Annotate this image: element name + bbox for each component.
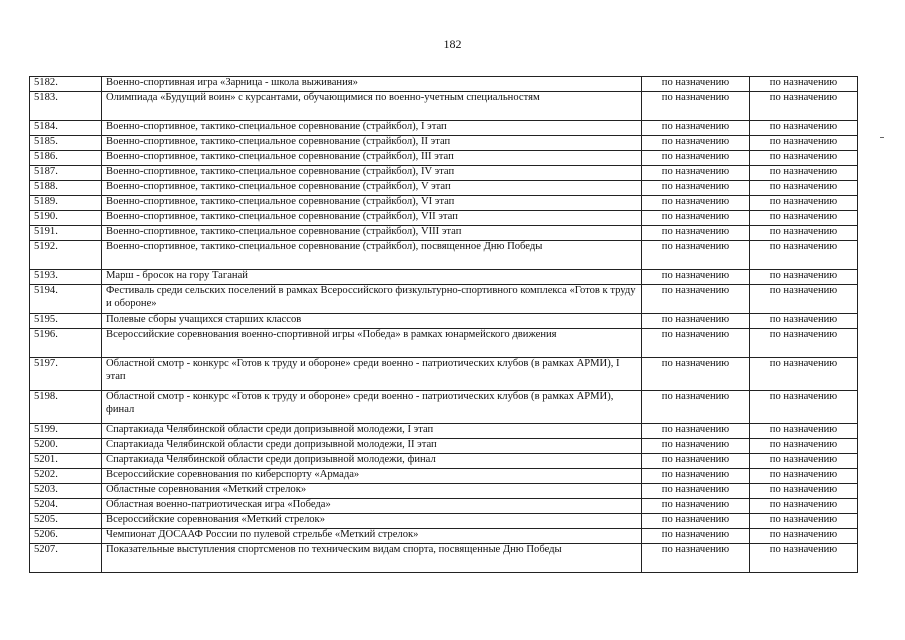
event-location: по назначению (750, 136, 858, 151)
events-table-body (30, 77, 858, 573)
row-number: 5194. (30, 285, 102, 314)
event-location: по назначению (750, 424, 858, 439)
event-name: Спартакиада Челябинской области среди допризывной молодежи, II этап (102, 439, 642, 454)
event-dates: по назначению (642, 181, 750, 196)
event-location: по назначению (750, 529, 858, 544)
table-row (30, 454, 858, 469)
event-name: Спартакиада Челябинской области среди допризывной молодежи, I этап (102, 424, 642, 439)
event-location: по назначению (750, 196, 858, 211)
event-dates: по назначению (642, 241, 750, 270)
row-number: 5206. (30, 529, 102, 544)
event-name: Марш - бросок на гору Таганай (102, 270, 642, 285)
event-name: Областной смотр - конкурс «Готов к труду и обороне» среди военно - патриотических клубов (в рамках АРМИ), финал (102, 391, 642, 424)
event-name: Военно-спортивное, тактико-специальное соревнование (страйкбол), III этап (102, 151, 642, 166)
row-number: 5192. (30, 241, 102, 270)
event-dates: по назначению (642, 469, 750, 484)
event-location: по назначению (750, 92, 858, 121)
row-number: 5203. (30, 484, 102, 499)
event-name: Военно-спортивное, тактико-специальное соревнование (страйкбол), VIII этап (102, 226, 642, 241)
event-location: по назначению (750, 226, 858, 241)
event-dates: по назначению (642, 314, 750, 329)
event-name: Военно-спортивное, тактико-специальное соревнование (страйкбол), VII этап (102, 211, 642, 226)
event-location: по назначению (750, 499, 858, 514)
table-row (30, 166, 858, 181)
row-number: 5184. (30, 121, 102, 136)
event-dates: по назначению (642, 529, 750, 544)
event-dates: по назначению (642, 211, 750, 226)
row-number: 5200. (30, 439, 102, 454)
row-number: 5195. (30, 314, 102, 329)
row-number: 5202. (30, 469, 102, 484)
event-name: Полевые сборы учащихся старших классов (102, 314, 642, 329)
event-name: Военно-спортивная игра «Зарница - школа выживания» (102, 77, 642, 92)
event-dates: по назначению (642, 92, 750, 121)
event-name: Всероссийские соревнования военно-спортивной игры «Победа» в рамках юнармейского движения (102, 329, 642, 358)
event-dates: по назначению (642, 484, 750, 499)
row-number: 5197. (30, 358, 102, 391)
table-row (30, 241, 858, 270)
table-row (30, 529, 858, 544)
row-number: 5186. (30, 151, 102, 166)
event-location: по назначению (750, 77, 858, 92)
event-name: Военно-спортивное, тактико-специальное соревнование (страйкбол), IV этап (102, 166, 642, 181)
event-location: по назначению (750, 270, 858, 285)
event-dates: по назначению (642, 499, 750, 514)
table-row (30, 391, 858, 424)
table-row (30, 469, 858, 484)
table-row (30, 424, 858, 439)
event-name: Показательные выступления спортсменов по техническим видам спорта, посвященные Дню Победы (102, 544, 642, 573)
event-location: по назначению (750, 314, 858, 329)
event-name: Военно-спортивное, тактико-специальное соревнование (страйкбол), VI этап (102, 196, 642, 211)
event-name: Фестиваль среди сельских поселений в рамках Всероссийского физкультурно-спортивного комплекса «Готов к труду и обороне» (102, 285, 642, 314)
event-location: по назначению (750, 151, 858, 166)
event-dates: по назначению (642, 196, 750, 211)
event-dates: по назначению (642, 121, 750, 136)
event-name: Областная военно-патриотическая игра «Победа» (102, 499, 642, 514)
event-name: Чемпионат ДОСААФ России по пулевой стрельбе «Меткий стрелок» (102, 529, 642, 544)
table-row (30, 544, 858, 573)
event-name: Всероссийские соревнования по киберспорту «Армада» (102, 469, 642, 484)
event-dates: по назначению (642, 544, 750, 573)
event-location: по назначению (750, 358, 858, 391)
event-location: по назначению (750, 439, 858, 454)
margin-mark (880, 137, 884, 138)
event-location: по назначению (750, 329, 858, 358)
event-dates: по назначению (642, 77, 750, 92)
table-row (30, 314, 858, 329)
event-dates: по назначению (642, 136, 750, 151)
event-name: Военно-спортивное, тактико-специальное соревнование (страйкбол), посвященное Дню Победы (102, 241, 642, 270)
event-dates: по назначению (642, 424, 750, 439)
event-name: Спартакиада Челябинской области среди допризывной молодежи, финал (102, 454, 642, 469)
row-number: 5205. (30, 514, 102, 529)
event-location: по назначению (750, 181, 858, 196)
event-dates: по назначению (642, 166, 750, 181)
row-number: 5193. (30, 270, 102, 285)
row-number: 5201. (30, 454, 102, 469)
event-name: Областной смотр - конкурс «Готов к труду и обороне» среди военно - патриотических клубов (в рамках АРМИ), I этап (102, 358, 642, 391)
table-row (30, 329, 858, 358)
event-location: по назначению (750, 121, 858, 136)
table-row (30, 514, 858, 529)
event-dates: по назначению (642, 358, 750, 391)
event-location: по назначению (750, 241, 858, 270)
event-dates: по назначению (642, 151, 750, 166)
row-number: 5189. (30, 196, 102, 211)
table-row (30, 358, 858, 391)
event-dates: по назначению (642, 226, 750, 241)
table-row (30, 484, 858, 499)
event-location: по назначению (750, 544, 858, 573)
row-number: 5185. (30, 136, 102, 151)
event-dates: по назначению (642, 391, 750, 424)
row-number: 5199. (30, 424, 102, 439)
event-location: по назначению (750, 211, 858, 226)
table-row (30, 151, 858, 166)
table-row (30, 439, 858, 454)
event-location: по назначению (750, 166, 858, 181)
event-location: по назначению (750, 484, 858, 499)
event-location: по назначению (750, 454, 858, 469)
table-row (30, 92, 858, 121)
row-number: 5198. (30, 391, 102, 424)
events-table (29, 76, 858, 573)
event-name: Военно-спортивное, тактико-специальное соревнование (страйкбол), II этап (102, 136, 642, 151)
event-name: Олимпиада «Будущий воин» с курсантами, обучающимися по военно-учетным специальностям (102, 92, 642, 121)
event-location: по назначению (750, 514, 858, 529)
row-number: 5207. (30, 544, 102, 573)
page-number: 182 (443, 37, 462, 51)
table-row (30, 226, 858, 241)
event-dates: по назначению (642, 439, 750, 454)
event-location: по назначению (750, 285, 858, 314)
event-dates: по назначению (642, 285, 750, 314)
event-name: Военно-спортивное, тактико-специальное соревнование (страйкбол), I этап (102, 121, 642, 136)
table-row (30, 196, 858, 211)
row-number: 5183. (30, 92, 102, 121)
table-row (30, 285, 858, 314)
row-number: 5188. (30, 181, 102, 196)
table-row (30, 77, 858, 92)
table-row (30, 136, 858, 151)
event-dates: по назначению (642, 514, 750, 529)
table-row (30, 181, 858, 196)
event-location: по назначению (750, 391, 858, 424)
table-row (30, 499, 858, 514)
event-dates: по назначению (642, 454, 750, 469)
table-row (30, 270, 858, 285)
event-name: Областные соревнования «Меткий стрелок» (102, 484, 642, 499)
row-number: 5187. (30, 166, 102, 181)
row-number: 5204. (30, 499, 102, 514)
table-row (30, 211, 858, 226)
event-dates: по назначению (642, 329, 750, 358)
table-row (30, 121, 858, 136)
event-name: Всероссийские соревнования «Меткий стрелок» (102, 514, 642, 529)
event-dates: по назначению (642, 270, 750, 285)
row-number: 5191. (30, 226, 102, 241)
row-number: 5190. (30, 211, 102, 226)
row-number: 5196. (30, 329, 102, 358)
event-location: по назначению (750, 469, 858, 484)
event-name: Военно-спортивное, тактико-специальное соревнование (страйкбол), V этап (102, 181, 642, 196)
row-number: 5182. (30, 77, 102, 92)
